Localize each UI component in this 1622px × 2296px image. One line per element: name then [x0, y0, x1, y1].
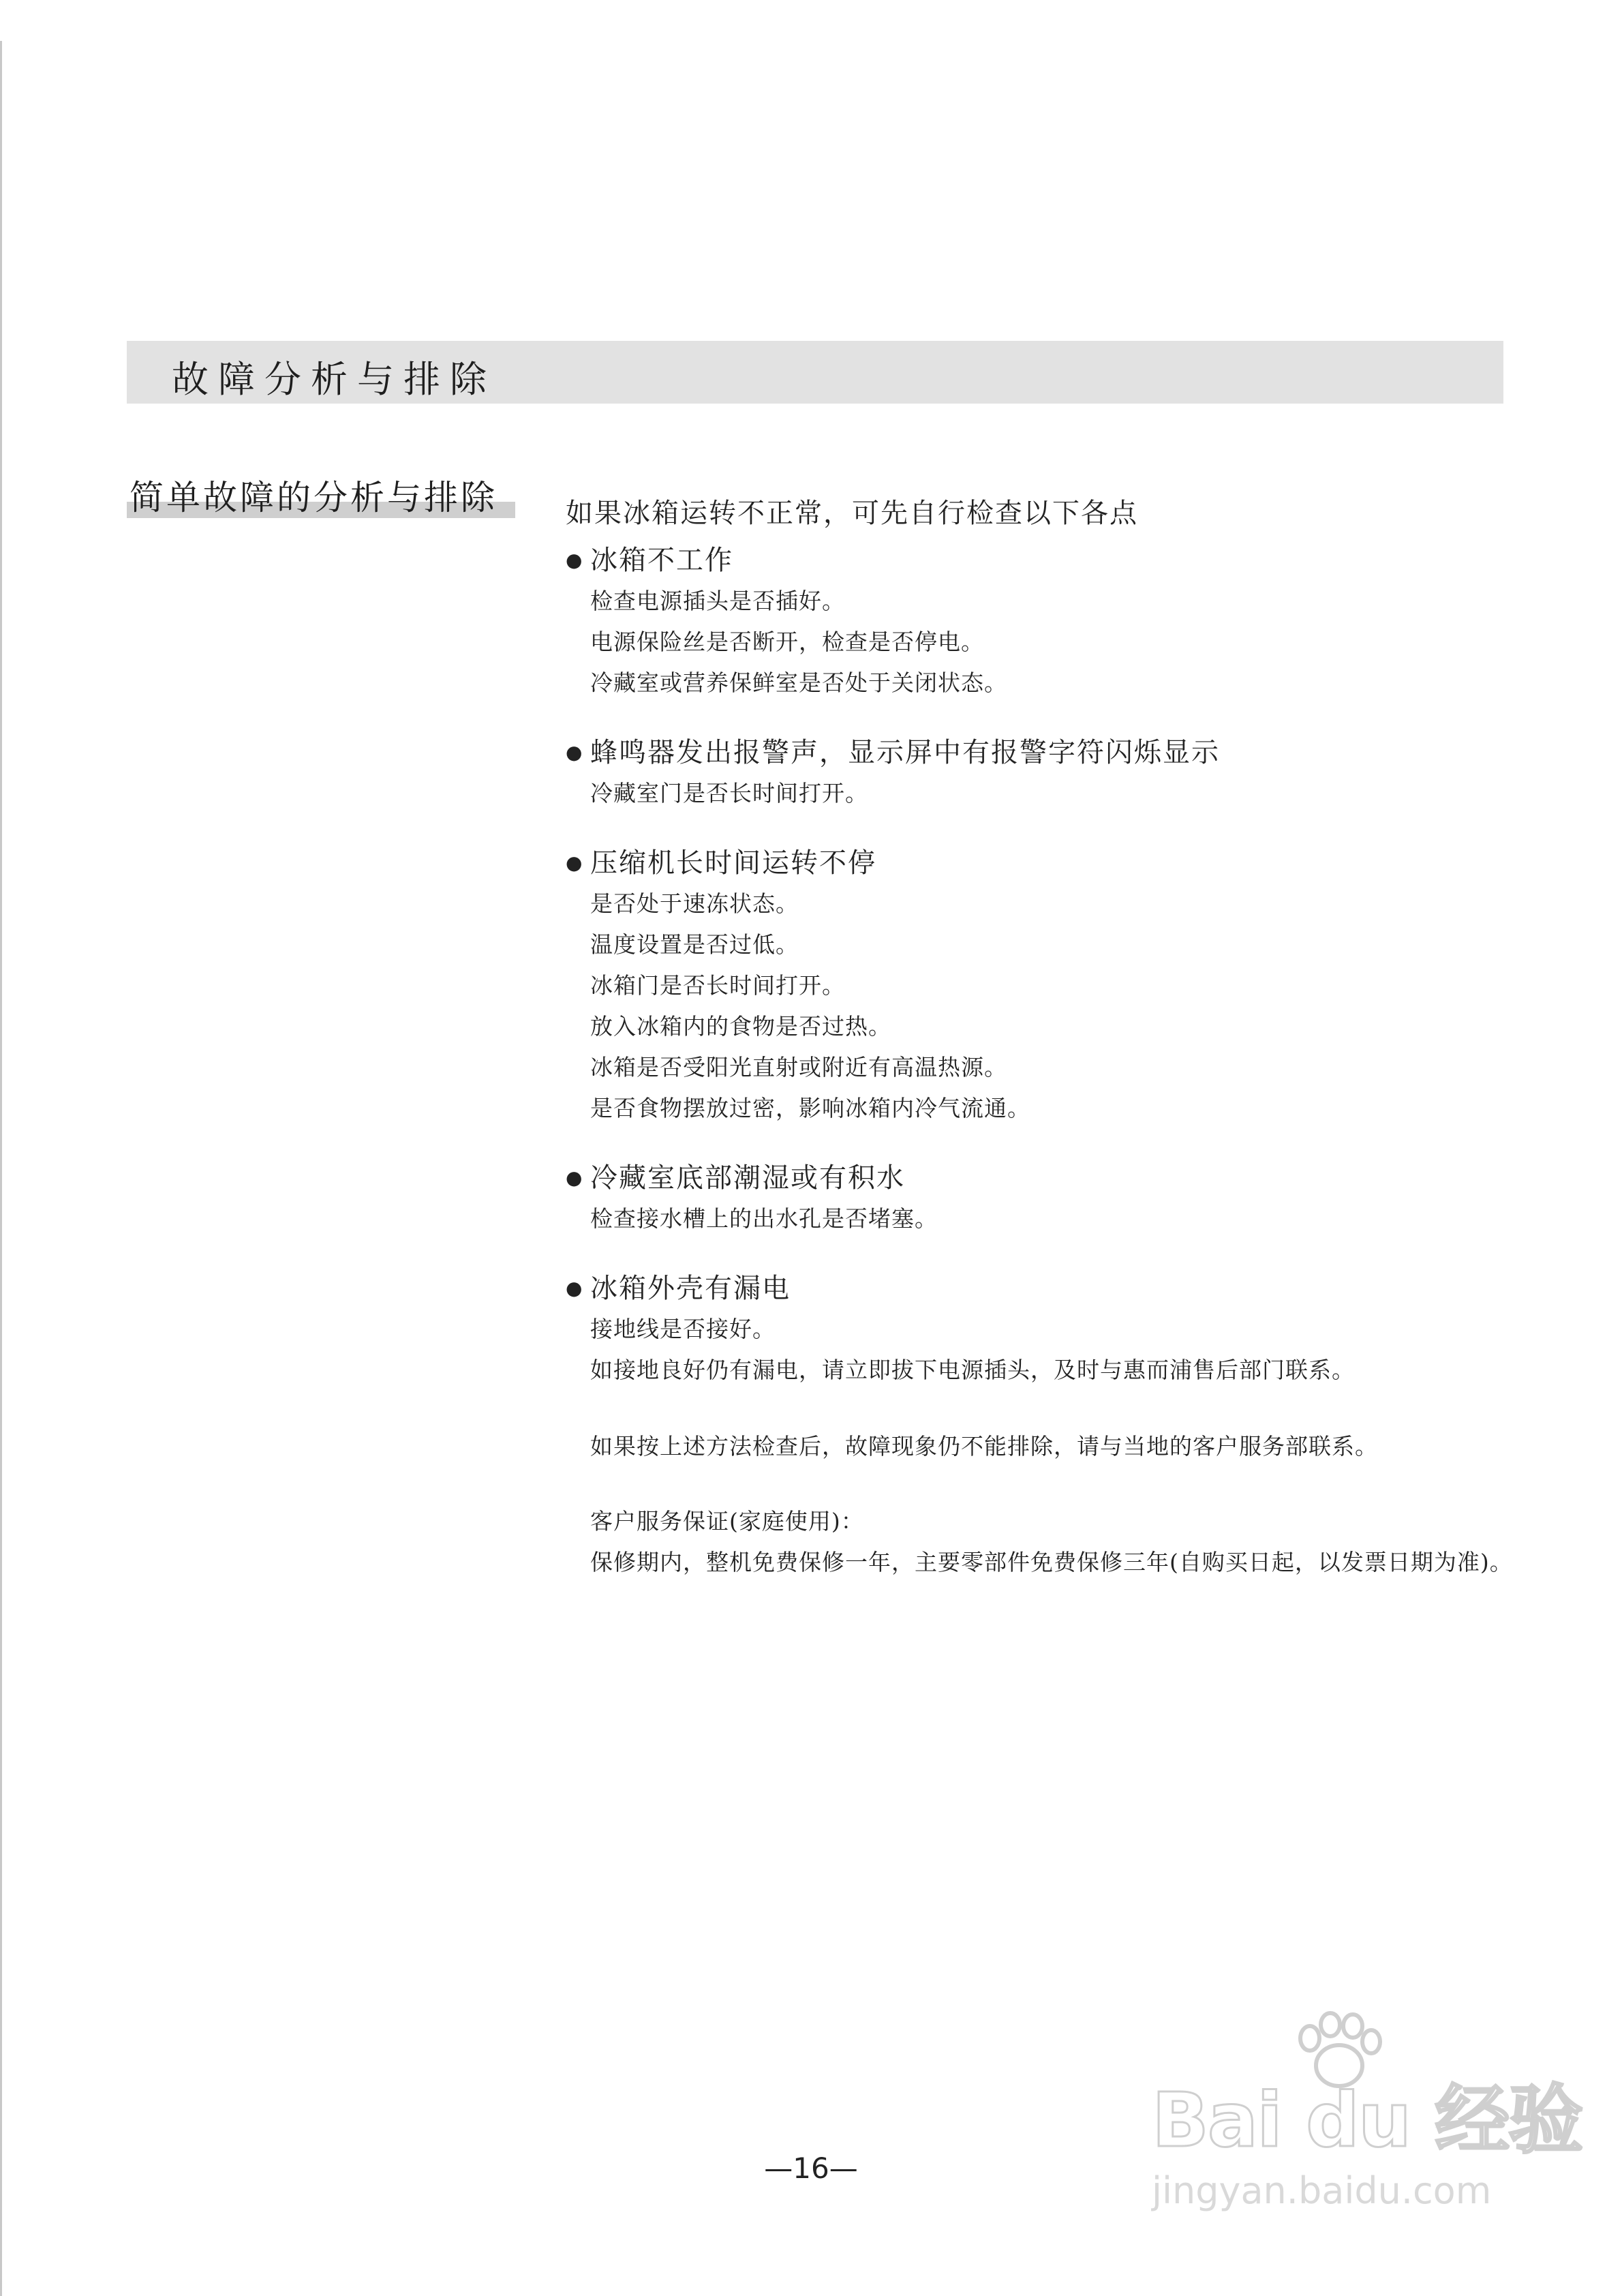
- content-column: [566, 492, 1520, 1583]
- chapter-title: 故障分析与排除: [172, 358, 496, 401]
- check-item: 接地线是否接好。: [590, 1316, 776, 1342]
- bullet-icon: ●: [566, 1277, 584, 1299]
- issue-title: ● 蜂鸣器发出报警声，显示屏中有报警字符闪烁显示: [566, 731, 1520, 773]
- footer-note: 如果按上述方法检查后，故障现象仍不能排除，请与当地的客户服务部联系。: [590, 1433, 1378, 1460]
- check-item: 冰箱是否受阳光直射或附近有高温热源。: [590, 1054, 1007, 1081]
- baidu-jingyan-watermark: [1152, 2011, 1582, 2229]
- bullet-icon: ●: [566, 549, 584, 571]
- check-item: 检查接水槽上的出水孔是否堵塞。: [590, 1205, 938, 1232]
- check-item: 冷藏室门是否长时间打开。: [590, 780, 868, 806]
- bullet-icon: ●: [566, 851, 584, 874]
- section-label-text: 简单故障的分析与排除: [129, 478, 498, 517]
- watermark-brand: Bai du 经验: [1152, 2076, 1582, 2164]
- check-item: 冷藏室或营养保鲜室是否处于关闭状态。: [590, 669, 1007, 696]
- issue-block: [566, 841, 1520, 1129]
- check-item: 检查电源插头是否插好。: [590, 588, 845, 614]
- chapter-title-bar: [127, 341, 1503, 404]
- bullet-icon: ●: [566, 1166, 584, 1189]
- check-item: 是否处于速冻状态。: [590, 890, 799, 917]
- bullet-icon: ●: [566, 741, 584, 764]
- issue-block: [566, 1267, 1520, 1391]
- check-item: 是否食物摆放过密，影响冰箱内冷气流通。: [590, 1095, 1030, 1121]
- warranty-body: 保修期内，整机免费保修一年，主要零部件免费保修三年(自购买日起，以发票日期为准)。: [590, 1549, 1513, 1575]
- section-label: [127, 470, 515, 518]
- issue-title: ● 冷藏室底部潮湿或有积水: [566, 1156, 1520, 1198]
- page-margin-line: [0, 41, 2, 2296]
- check-item: 如接地良好仍有漏电，请立即拔下电源插头，及时与惠而浦售后部门联系。: [590, 1357, 1355, 1383]
- issue-title: ● 冰箱不工作: [566, 539, 1520, 581]
- page-number: —16—: [764, 2151, 858, 2185]
- issue-block: [566, 1156, 1520, 1239]
- check-item: 放入冰箱内的食物是否过热。: [590, 1013, 891, 1040]
- warranty-heading: 客户服务保证(家庭使用)：: [590, 1508, 864, 1535]
- issue-title: ● 冰箱外壳有漏电: [566, 1267, 1520, 1309]
- check-item: 温度设置是否过低。: [590, 931, 799, 958]
- watermark-url: jingyan.baidu.com: [1152, 2169, 1492, 2212]
- issue-block: [566, 731, 1520, 814]
- issue-block: [566, 539, 1520, 704]
- intro-text: 如果冰箱运转不正常，可先自行检查以下各点: [566, 498, 1138, 529]
- check-item: 冰箱门是否长时间打开。: [590, 972, 845, 999]
- check-item: 电源保险丝是否断开，检查是否停电。: [590, 629, 984, 655]
- issue-title: ● 压缩机长时间运转不停: [566, 841, 1520, 883]
